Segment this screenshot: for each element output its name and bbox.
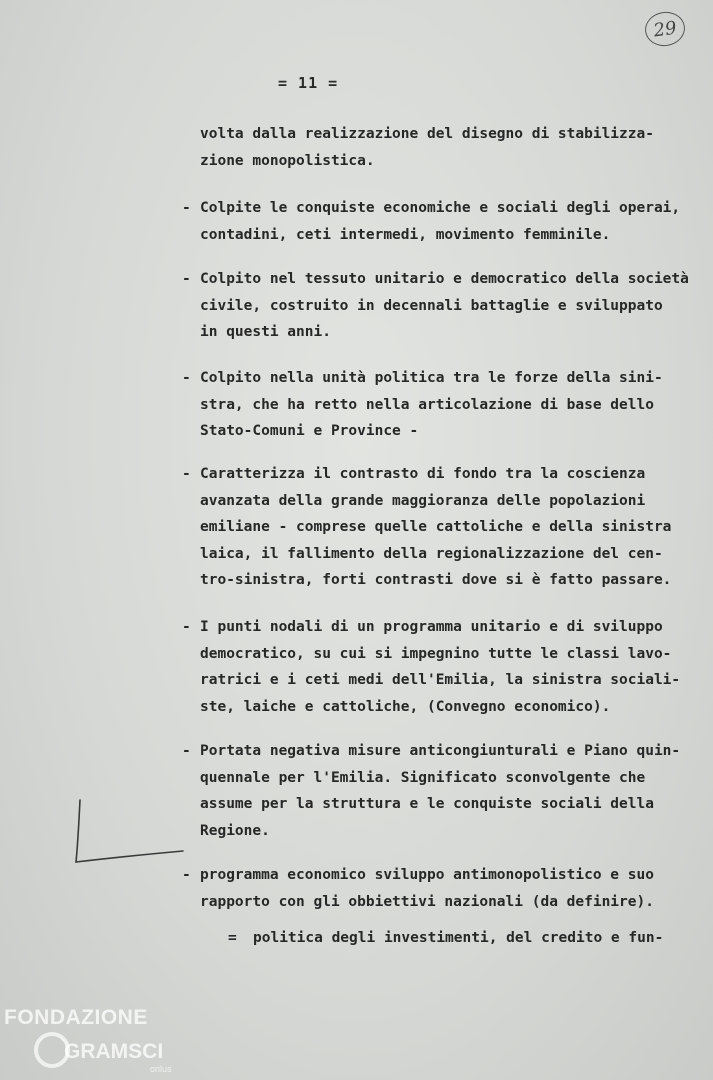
text-line: stra, che ha retto nella articolazione di base dello xyxy=(200,396,654,413)
text-line: Stato-Comuni e Province - xyxy=(200,423,419,439)
text-line: Colpito nel tessuto unitario e democratico della società xyxy=(200,271,689,287)
text-line: volta dalla realizzazione del disegno di stabilizza- xyxy=(200,126,654,142)
text-line: Portata negativa misure anticongiunturali e Piano quin- xyxy=(200,743,681,759)
archive-page-stamp: 29 xyxy=(643,9,687,48)
text-line: Colpito nella unità politica tra le forze della sini- xyxy=(200,370,663,386)
watermark-line-3: onlus xyxy=(150,1064,172,1074)
text-line: laica, il fallimento della regionalizzazione del cen- xyxy=(200,545,663,562)
text-line: I punti nodali di un programma unitario e di sviluppo xyxy=(200,619,663,635)
text-line: zione monopolistica. xyxy=(200,152,375,169)
page-number: = 11 = xyxy=(278,74,339,92)
bullet-dash: - xyxy=(182,466,191,482)
bullet-dash: - xyxy=(182,743,191,759)
text-line: programma economico sviluppo antimonopolistico e suo xyxy=(200,867,654,883)
watermark-line-1: FONDAZIONE xyxy=(4,1006,148,1029)
text-line: tro-sinistra, forti contrasti dove si è fatto passare. xyxy=(200,572,672,588)
bullet-dash: - xyxy=(182,271,191,287)
sub-bullet-equals: = xyxy=(228,930,237,946)
text-line: Regione. xyxy=(200,822,270,839)
watermark-line-2: GRAMSCI xyxy=(64,1040,164,1063)
text-line: contadini, ceti intermedi, movimento femminile. xyxy=(200,226,611,243)
text-line: democratico, su cui si impegnino tutte le classi lavo- xyxy=(200,645,672,662)
text-line: rapporto con gli obbiettivi nazionali (da definire). xyxy=(200,893,654,910)
text-line: Colpite le conquiste economiche e sociali degli operai, xyxy=(200,200,681,216)
text-line: quennale per l'Emilia. Significato sconvolgente che xyxy=(200,769,646,786)
text-line: avanzata della grande maggioranza delle popolazioni xyxy=(200,492,646,509)
bullet-dash: - xyxy=(182,370,191,386)
text-line: politica degli investimenti, del credito e fun- xyxy=(253,930,664,946)
text-line: civile, costruito in decennali battaglie e sviluppato xyxy=(200,297,663,314)
text-line: emiliane - comprese quelle cattoliche e della sinistra xyxy=(200,519,672,535)
bullet-dash: - xyxy=(182,619,191,635)
text-line: ste, laiche e cattoliche, (Convegno economico). xyxy=(200,698,611,715)
fondazione-gramsci-watermark xyxy=(4,1000,184,1080)
text-line: assume per la struttura e le conquiste sociali della xyxy=(200,796,654,812)
text-line: Caratterizza il contrasto di fondo tra la coscienza xyxy=(200,466,646,482)
bullet-dash: - xyxy=(182,867,191,883)
bullet-dash: - xyxy=(182,200,191,216)
text-line: in questi anni. xyxy=(200,324,331,340)
text-line: ratrici e i ceti medi dell'Emilia, la sinistra sociali- xyxy=(200,672,681,688)
